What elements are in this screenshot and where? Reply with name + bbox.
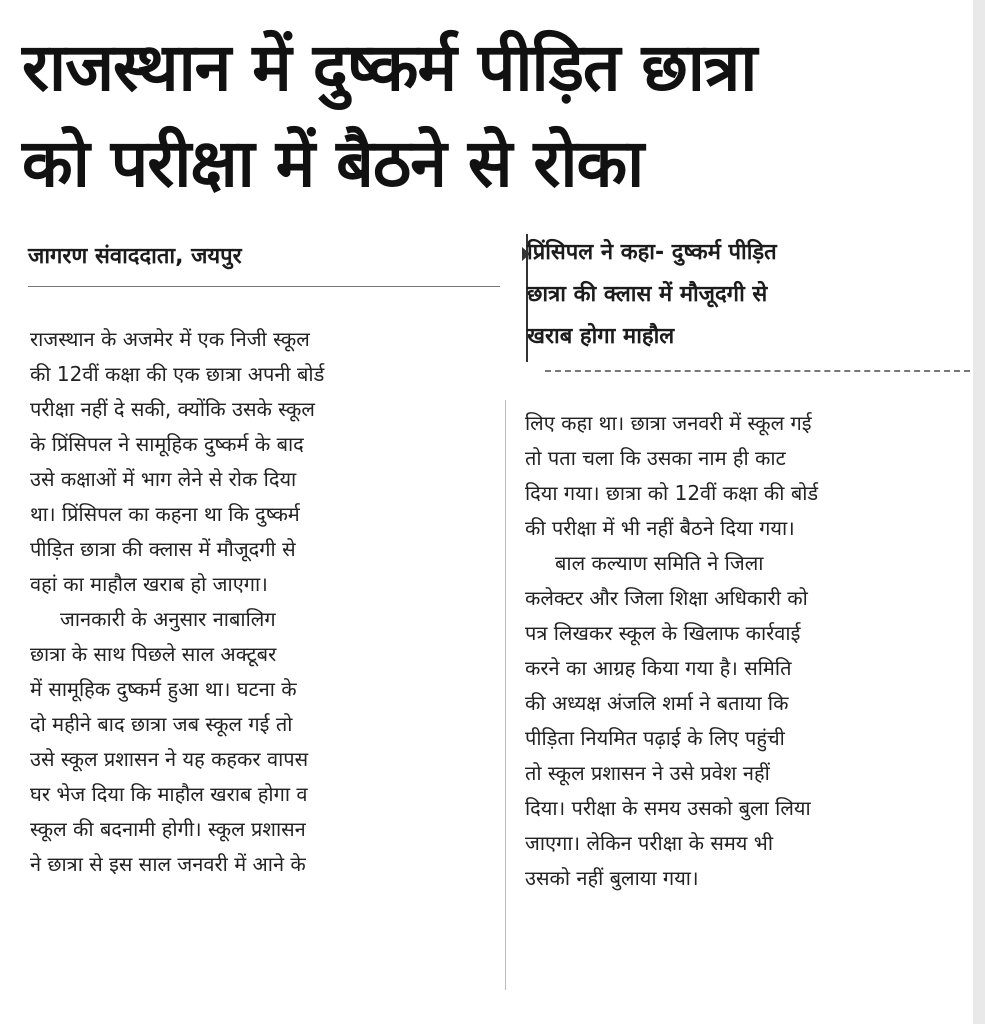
article-column-left	[30, 322, 482, 882]
headline	[22, 20, 962, 212]
text-line: करने का आग्रह किया गया है। समिति	[525, 656, 792, 680]
text-line: तो पता चला कि उसका नाम ही काट	[525, 446, 786, 470]
text-line: राजस्थान के अजमेर में एक निजी स्कूल	[30, 327, 310, 351]
text-line: की 12वीं कक्षा की एक छात्रा अपनी बोर्ड	[30, 362, 325, 386]
text-line: जानकारी के अनुसार नाबालिग	[60, 607, 276, 631]
text-line: वहां का माहौल खराब हो जाएगा।	[30, 572, 268, 596]
article-column-right	[525, 406, 973, 896]
text-line: घर भेज दिया कि माहौल खराब होगा व	[30, 782, 308, 806]
text-line: स्कूल की बदनामी होगी। स्कूल प्रशासन	[30, 817, 306, 841]
text-line: बाल कल्याण समिति ने जिला	[555, 551, 764, 575]
text-line: जाएगा। लेकिन परीक्षा के समय भी	[525, 831, 774, 855]
headline-line-1: राजस्थान में दुष्कर्म पीड़ित छात्रा	[22, 29, 757, 106]
text-line: उसे स्कूल प्रशासन ने यह कहकर वापस	[30, 747, 309, 771]
text-line: था। प्रिंसिपल का कहना था कि दुष्कर्म	[30, 502, 300, 526]
pullquote-line: छात्रा की क्लास में मौजूदगी से	[527, 282, 768, 307]
column-divider	[505, 400, 506, 990]
byline-divider	[28, 286, 500, 287]
text-line: दो महीने बाद छात्रा जब स्कूल गई तो	[30, 712, 293, 736]
page-edge	[973, 0, 985, 1024]
text-line: उसको नहीं बुलाया गया।	[525, 866, 699, 890]
pullquote-line: खराब होगा माहौल	[527, 324, 675, 349]
text-line: उसे कक्षाओं में भाग लेने से रोक दिया	[30, 467, 297, 491]
text-line: पीड़ित छात्रा की क्लास में मौजूदगी से	[30, 537, 296, 561]
byline: जागरण संवाददाता, जयपुर	[28, 244, 242, 269]
text-line: में सामूहिक दुष्कर्म हुआ था। घटना के	[30, 677, 297, 701]
headline-line-2: को परीक्षा में बैठने से रोका	[22, 125, 644, 202]
text-line: पत्र लिखकर स्कूल के खिलाफ कार्रवाई	[525, 621, 801, 645]
text-line: दिया। परीक्षा के समय उसको बुला लिया	[525, 796, 811, 820]
text-line: पीड़िता नियमित पढ़ाई के लिए पहुंची	[525, 726, 785, 750]
text-line: की परीक्षा में भी नहीं बैठने दिया गया।	[525, 516, 795, 540]
pullquote-dashed-rule	[545, 370, 970, 372]
text-line: लिए कहा था। छात्रा जनवरी में स्कूल गई	[525, 411, 812, 435]
text-line: की अध्यक्ष अंजलि शर्मा ने बताया कि	[525, 691, 789, 715]
text-line: कलेक्टर और जिला शिक्षा अधिकारी को	[525, 586, 808, 610]
text-line: छात्रा के साथ पिछले साल अक्टूबर	[30, 642, 277, 666]
pullquote	[527, 232, 957, 358]
text-line: तो स्कूल प्रशासन ने उसे प्रवेश नहीं	[525, 761, 770, 785]
text-line: ने छात्रा से इस साल जनवरी में आने के	[30, 852, 306, 876]
text-line: के प्रिंसिपल ने सामूहिक दुष्कर्म के बाद	[30, 432, 304, 456]
pullquote-line: प्रिंसिपल ने कहा- दुष्कर्म पीड़ित	[527, 240, 777, 265]
text-line: दिया गया। छात्रा को 12वीं कक्षा की बोर्ड	[525, 481, 819, 505]
text-line: परीक्षा नहीं दे सकी, क्योंकि उसके स्कूल	[30, 397, 315, 421]
